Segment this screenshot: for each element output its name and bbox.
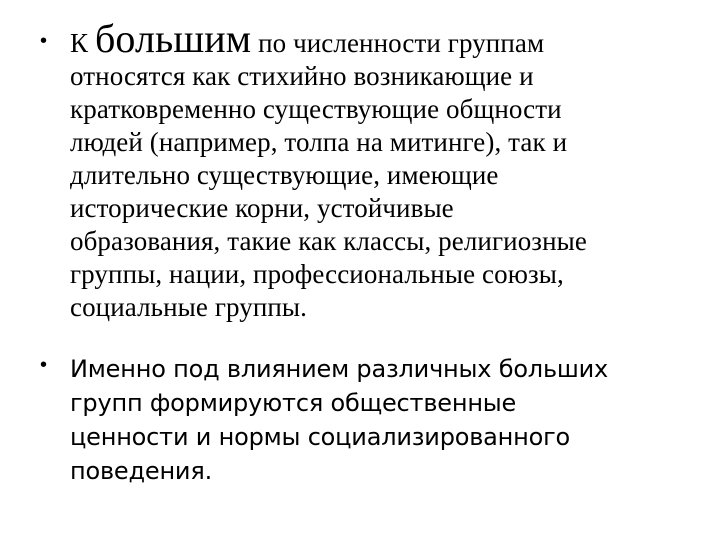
bullet-marker: •	[40, 354, 48, 376]
bullet-line-text: по численности группам	[251, 28, 545, 58]
bullet-line: поведения.	[70, 457, 213, 485]
bullet-marker: •	[40, 30, 48, 52]
bullet-text	[70, 16, 690, 324]
bullet-line: кратковременно существующие общности	[70, 94, 562, 124]
bullet-line: социальные группы.	[70, 292, 308, 322]
bullet-line: образования, такие как классы, религиозные	[70, 226, 587, 256]
bullet-line: Именно под влиянием различных больших	[70, 355, 609, 383]
bullet-line: группы, нации, профессиональные союзы,	[70, 259, 564, 289]
bullet-line: исторические корни, устойчивые	[70, 193, 454, 223]
emphasized-word: большим	[94, 16, 252, 61]
bullet-line: людей (например, толпа на митинге), так и	[70, 127, 568, 157]
bullet-prefix: К	[70, 28, 95, 58]
bullet-item-social-values	[40, 352, 690, 488]
bullet-item-large-groups	[40, 16, 690, 324]
bullet-line-1	[70, 16, 690, 61]
bullet-line: длительно существующие, имеющие	[70, 160, 499, 190]
bullet-text	[70, 352, 690, 488]
bullet-line: относятся как стихийно возникающие и	[70, 61, 534, 91]
bullet-line: ценности и нормы социализированного	[70, 423, 571, 451]
bullet-line: групп формируются общественные	[70, 389, 517, 417]
